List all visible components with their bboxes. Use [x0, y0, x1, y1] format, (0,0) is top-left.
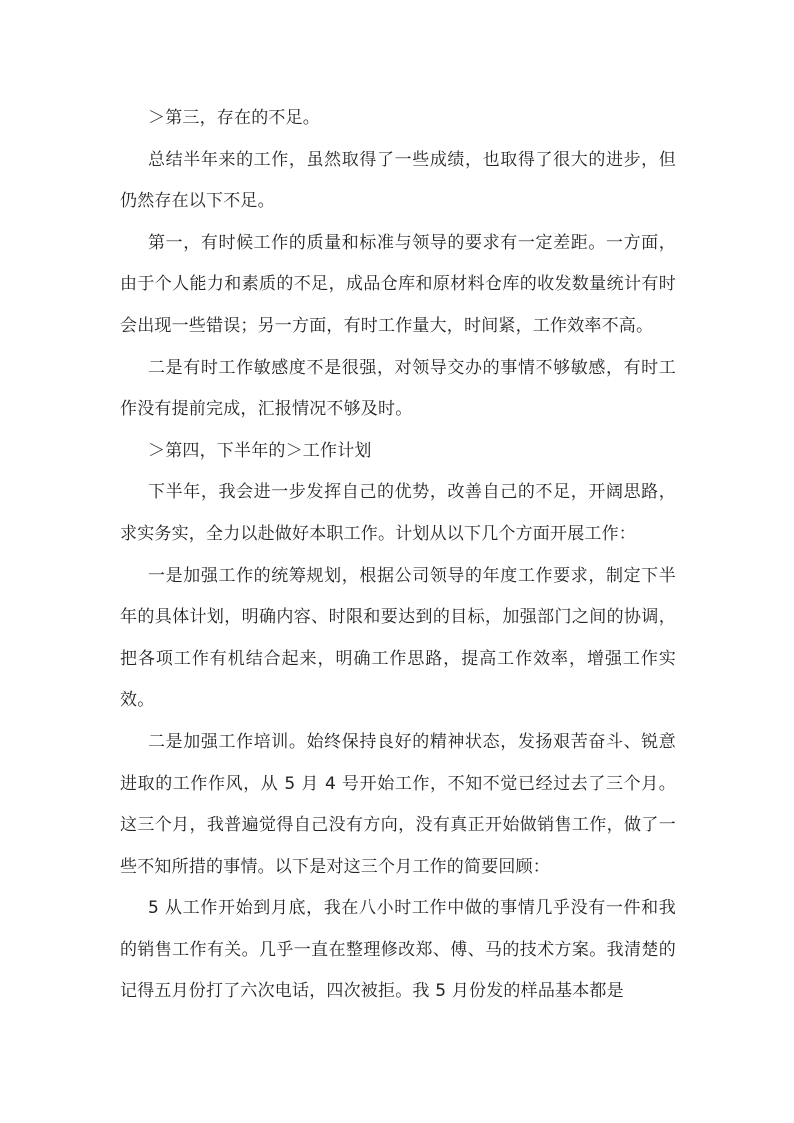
paragraph-plan-one: 一是加强工作的统筹规划，根据公司领导的年度工作要求，制定下半年的具体计划，明确内容、时限和要达到的目标，加强部门之间的协调，把各项工作有机结合起来，明确工作思路，提高工作效率，增强工作实效。 — [120, 565, 676, 711]
paragraph-shortcoming-two: 二是有时工作敏感度不是很强，对领导交办的事情不够敏感，有时工作没有提前完成，汇报情况不够及时。 — [120, 357, 676, 420]
paragraph-shortcoming-one: 第一，有时候工作的质量和标准与领导的要求有一定差距。一方面，由于个人能力和素质的不足，成品仓库和原材料仓库的收发数量统计有时会出现一些错误；另一方面，有时工作量大，时间紧，工作效率不高。 — [120, 232, 676, 336]
paragraph-section-three-heading: ＞第三，存在的不足。 — [148, 108, 320, 128]
paragraph-second-half-plan: 下半年，我会进一步发挥自己的优势，改善自己的不足，开阔思路，求实务实，全力以赴做好本职工作。计划从以下几个方面开展工作： — [120, 482, 676, 544]
document-body — [120, 98, 676, 1013]
paragraph-section-four-heading: ＞第四，下半年的＞工作计划 — [148, 440, 372, 461]
paragraph-summary: 总结半年来的工作，虽然取得了一些成绩，也取得了很大的进步，但仍然存在以下不足。 — [120, 149, 676, 212]
paragraph-plan-two: 二是加强工作培训。始终保持良好的精神状态，发扬艰苦奋斗、锐意进取的工作作风，从 5 月 4 号开始工作，不知不觉已经过去了三个月。这三个月，我普遍觉得自己没有方向，没有真正开始做销售工作，做了一些不知所措的事情。以下是对这三个月工作的简要回顾： — [120, 731, 676, 877]
paragraph-review-may: 5 从工作开始到月底，我在八小时工作中做的事情几乎没有一件和我的销售工作有关。几乎一直在整理修改郑、傅、马的技术方案。我清楚的记得五月份打了六次电话，四次被拒。我 5 月份发的样品基本都是 — [120, 898, 676, 1002]
